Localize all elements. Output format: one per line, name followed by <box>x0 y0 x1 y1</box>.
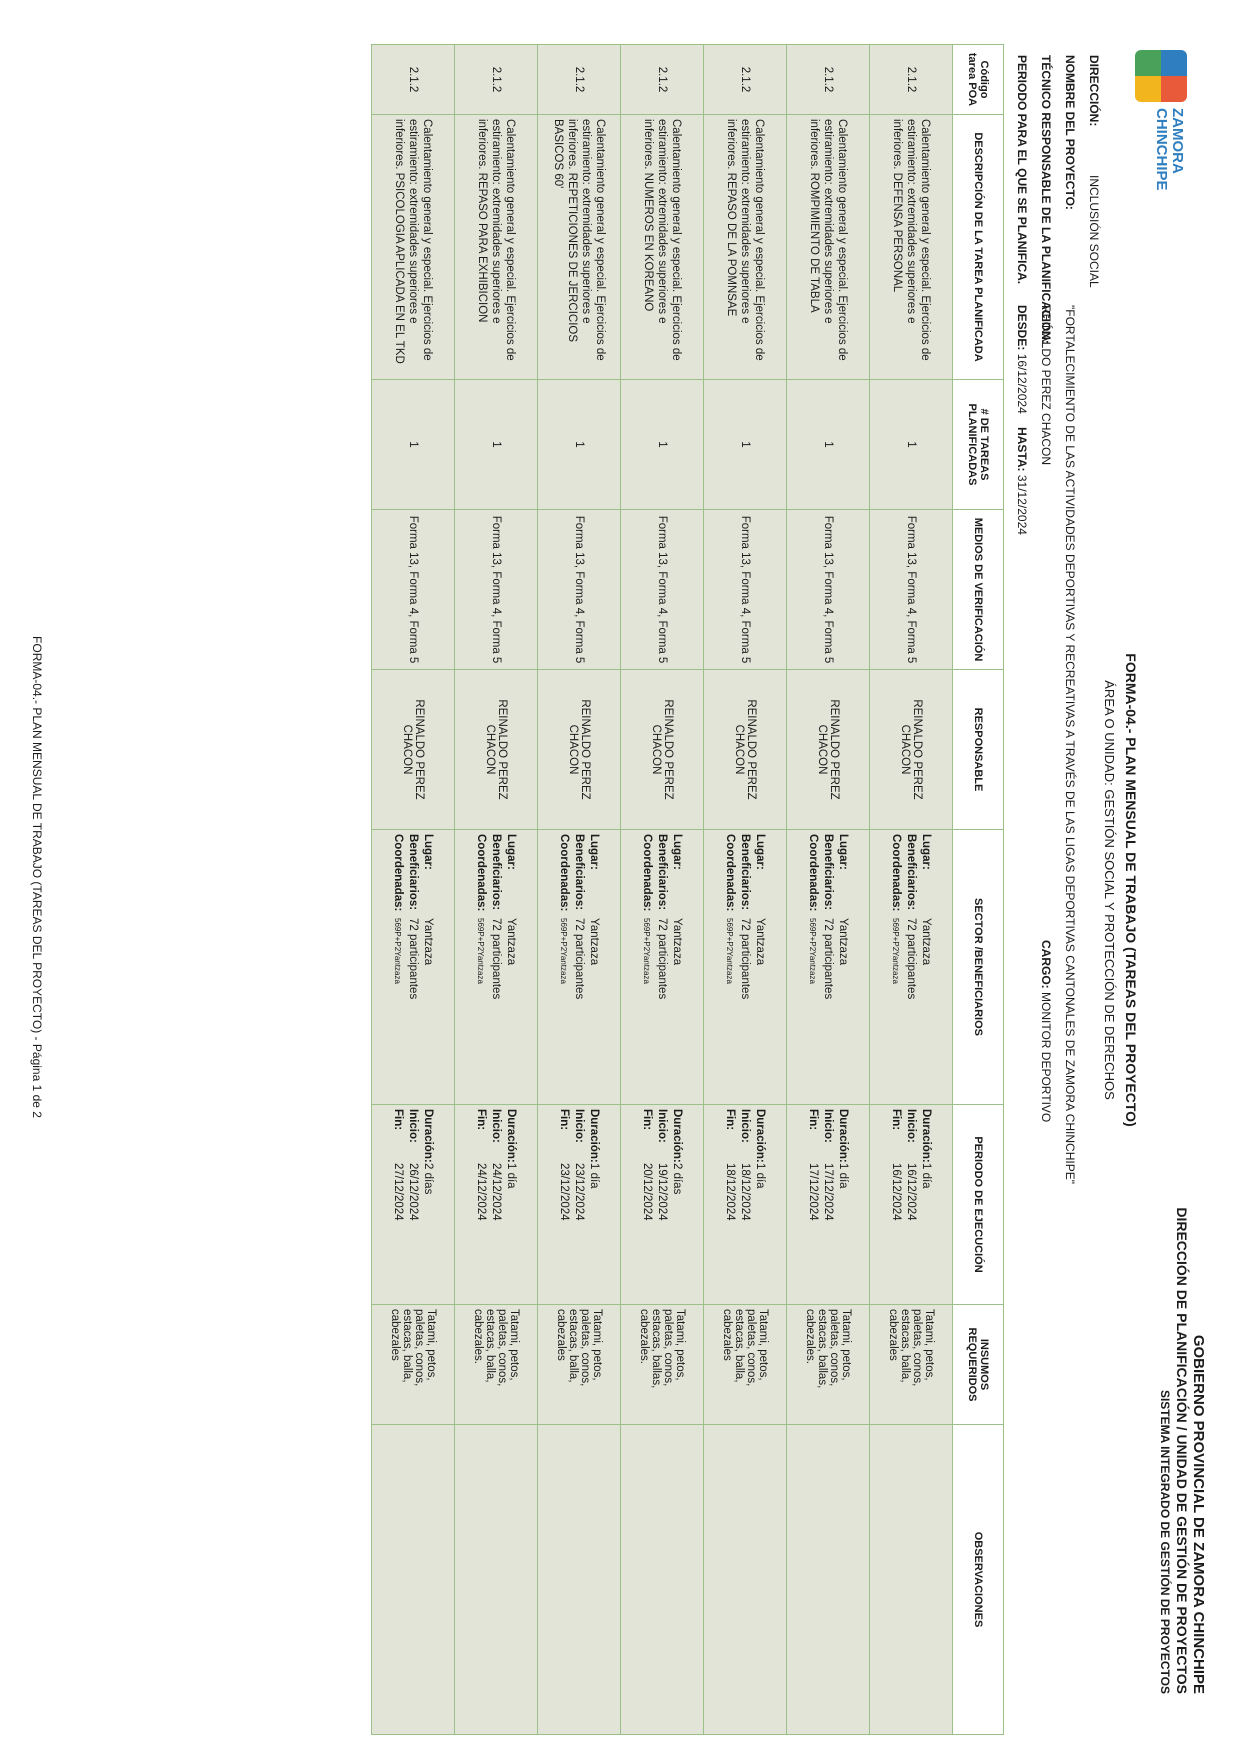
table-row <box>455 45 538 1735</box>
lugar-value: Yantzaza <box>588 918 601 966</box>
inicio-value: 19/12/2024 <box>656 1163 669 1221</box>
proyecto-label: NOMBRE DEL PROYECTO: <box>1063 55 1077 210</box>
inicio-label: Inicio: <box>407 1109 420 1143</box>
area-value: GESTIÓN SOCIAL Y PROTECCIÓN DE DERECHOS <box>1102 789 1117 1100</box>
beneficiarios-label: Beneficiarios: <box>739 834 752 911</box>
cell-code: 2.1.2 <box>704 45 787 115</box>
beneficiarios-label: Beneficiarios: <box>656 834 669 911</box>
cell-periodo <box>621 1105 704 1305</box>
duracion-label: Duración: <box>671 1109 684 1163</box>
proyecto-field <box>1063 55 1077 1184</box>
cell-insumos: Tatami, petos, paletas, conos, estacas, balla, cabezales. <box>455 1305 538 1425</box>
table-row <box>704 45 787 1735</box>
cell-code: 2.1.2 <box>870 45 953 115</box>
direccion-value: INCLUSIÓN SOCIAL <box>1087 175 1101 288</box>
header-code: Código tarea POA <box>953 45 1004 115</box>
duracion-label: Duración: <box>920 1109 933 1163</box>
duracion-value: 1 día <box>754 1163 767 1189</box>
cell-periodo <box>704 1105 787 1305</box>
beneficiarios-value: 72 participantes <box>490 918 503 1000</box>
coordenadas-label: Coordenadas: <box>724 834 737 912</box>
cell-obs <box>870 1425 953 1735</box>
inicio-label: Inicio: <box>739 1109 752 1143</box>
table-row <box>538 45 621 1735</box>
coordenadas-value: 569P+P2Yantzaza <box>559 918 569 984</box>
cell-sector <box>372 830 455 1105</box>
header-resp: RESPONSABLE <box>953 670 1004 830</box>
cell-num: 1 <box>372 380 455 510</box>
cell-resp: REINALDO PEREZ CHACON <box>455 670 538 830</box>
logo-text-line2: CHINCHIPE <box>1153 108 1170 191</box>
fin-label: Fin: <box>807 1109 820 1131</box>
fin-label: Fin: <box>392 1109 405 1131</box>
cell-sector <box>455 830 538 1105</box>
tasks-table <box>371 44 1004 1735</box>
tecnico-value: REINALDO PEREZ CHACON <box>1039 305 1053 466</box>
coordenadas-value: 569P+P2Yantzaza <box>725 918 735 984</box>
duracion-value: 2 días <box>671 1163 684 1195</box>
cell-desc: Calentamiento general y especial. Ejercicios de estiramiento: extremidades superiores e inferiores. NUMEROS EN KOREANO <box>621 115 704 380</box>
table-row <box>787 45 870 1735</box>
beneficiarios-label: Beneficiarios: <box>573 834 586 911</box>
fin-label: Fin: <box>558 1109 571 1131</box>
coordenadas-value: 569P+P2Yantzaza <box>393 918 403 984</box>
cell-num: 1 <box>538 380 621 510</box>
coordenadas-value: 569P+P2Yantzaza <box>808 918 818 984</box>
cell-obs <box>538 1425 621 1735</box>
cell-desc: Calentamiento general y especial. Ejercicios de estiramiento: extremidades superiores e inferiores. DEFENSA PERSONAL <box>870 115 953 380</box>
direccion-field <box>1087 55 1101 288</box>
direccion-label: DIRECCIÓN: <box>1087 55 1101 127</box>
duracion-value: 1 día <box>920 1163 933 1189</box>
cargo-label: CARGO: <box>1039 940 1053 989</box>
inicio-value: 26/12/2024 <box>407 1163 420 1221</box>
beneficiarios-value: 72 participantes <box>407 918 420 1000</box>
inicio-label: Inicio: <box>490 1109 503 1143</box>
inicio-value: 23/12/2024 <box>573 1163 586 1221</box>
cell-num: 1 <box>787 380 870 510</box>
inicio-value: 18/12/2024 <box>739 1163 752 1221</box>
lugar-label: Lugar: <box>671 834 684 870</box>
cargo-field <box>1039 940 1053 1122</box>
beneficiarios-label: Beneficiarios: <box>407 834 420 911</box>
fin-value: 23/12/2024 <box>558 1163 571 1221</box>
cell-insumos: Tatami, petos, paletas, conos, estacas, ballas, cabezales. <box>621 1305 704 1425</box>
cell-periodo <box>455 1105 538 1305</box>
cell-insumos: Tatami, petos, paletas, conos, estacas, balla, cabezales <box>870 1305 953 1425</box>
cell-periodo <box>870 1105 953 1305</box>
cell-insumos: Tatami, petos, paletas, conos, estacas, balla, cabezales <box>538 1305 621 1425</box>
cell-resp: REINALDO PEREZ CHACON <box>538 670 621 830</box>
fin-label: Fin: <box>641 1109 654 1131</box>
periodo-range <box>1015 305 1029 535</box>
area-label: ÁREA O UNIDAD: <box>1102 680 1117 786</box>
fin-label: Fin: <box>724 1109 737 1131</box>
cell-obs <box>704 1425 787 1735</box>
cell-resp: REINALDO PEREZ CHACON <box>704 670 787 830</box>
header-desc: DESCRIPCIÓN DE LA TAREA PLANIFICADA <box>953 115 1004 380</box>
org-line-2: DIRECCIÓN DE PLANIFICACIÓN / UNIDAD DE GESTIÓN DE PROYECTOS <box>1174 1207 1190 1694</box>
proyecto-value: "FORTALECIMIENTO DE LAS ACTIVIDADES DEPORTIVAS Y RECREATIVAS A TRAVÉS DE LAS LIGAS DEPORTIVAS CANTONALES DE ZAMORA CHINCHIPE" <box>1063 305 1077 1184</box>
hasta-value: 31/12/2024 <box>1015 474 1029 535</box>
page-footer: FORMA-04.- PLAN MENSUAL DE TRABAJO (TAREAS DEL PROYECTO) - Página 1 de 2 <box>30 636 44 1118</box>
cell-code: 2.1.2 <box>621 45 704 115</box>
duracion-label: Duración: <box>505 1109 518 1163</box>
cell-resp: REINALDO PEREZ CHACON <box>372 670 455 830</box>
beneficiarios-value: 72 participantes <box>822 918 835 1000</box>
fin-value: 17/12/2024 <box>807 1163 820 1221</box>
fin-value: 24/12/2024 <box>475 1163 488 1221</box>
lugar-value: Yantzaza <box>505 918 518 966</box>
header-insumos: INSUMOS REQUERIDOS <box>953 1305 1004 1425</box>
logo-emblem-icon <box>1135 50 1187 102</box>
duracion-value: 1 día <box>588 1163 601 1189</box>
cargo-value: MONITOR DEPORTIVO <box>1039 992 1053 1123</box>
cell-medios: Forma 13, Forma 4, Forma 5 <box>372 510 455 670</box>
cell-insumos: Tatami, petos, paletas, conos, estacas, ballas, cabezales. <box>787 1305 870 1425</box>
inicio-label: Inicio: <box>656 1109 669 1143</box>
coordenadas-label: Coordenadas: <box>890 834 903 912</box>
area-unidad <box>1102 390 1117 1390</box>
table-row <box>372 45 455 1735</box>
hasta-label: HASTA: <box>1015 427 1029 472</box>
cell-sector <box>787 830 870 1105</box>
duracion-label: Duración: <box>422 1109 435 1163</box>
cell-num: 1 <box>870 380 953 510</box>
header-periodo: PERIODO DE EJECUCIÓN <box>953 1105 1004 1305</box>
header-medios: MEDIOS DE VERIFICACIÓN <box>953 510 1004 670</box>
header-num: # DE TAREAS PLANIFICADAS <box>953 380 1004 510</box>
cell-periodo <box>787 1105 870 1305</box>
beneficiarios-label: Beneficiarios: <box>490 834 503 911</box>
lugar-value: Yantzaza <box>754 918 767 966</box>
cell-num: 1 <box>704 380 787 510</box>
periodo-field <box>1015 55 1029 535</box>
cell-code: 2.1.2 <box>455 45 538 115</box>
duracion-value: 2 días <box>422 1163 435 1195</box>
org-line-1: GOBIERNO PROVINCIAL DE ZAMORA CHINCHIPE <box>1190 1334 1207 1694</box>
lugar-value: Yantzaza <box>920 918 933 966</box>
coordenadas-label: Coordenadas: <box>641 834 654 912</box>
duracion-label: Duración: <box>837 1109 850 1163</box>
cell-num: 1 <box>455 380 538 510</box>
organization-header <box>1156 934 1207 1694</box>
fin-value: 18/12/2024 <box>724 1163 737 1221</box>
cell-periodo <box>538 1105 621 1305</box>
lugar-label: Lugar: <box>588 834 601 870</box>
beneficiarios-value: 72 participantes <box>656 918 669 1000</box>
lugar-label: Lugar: <box>837 834 850 870</box>
coordenadas-value: 569P+P2Yantzaza <box>476 918 486 984</box>
fin-label: Fin: <box>890 1109 903 1131</box>
cell-obs <box>787 1425 870 1735</box>
cell-obs <box>455 1425 538 1735</box>
cell-resp: REINALDO PEREZ CHACON <box>621 670 704 830</box>
tecnico-label: TÉCNICO RESPONSABLE DE LA PLANIFICACIÓN: <box>1039 55 1053 344</box>
cell-resp: REINALDO PEREZ CHACON <box>787 670 870 830</box>
fin-value: 27/12/2024 <box>392 1163 405 1221</box>
desde-value: 16/12/2024 <box>1015 353 1029 414</box>
header-obs: OBSERVACIONES <box>953 1425 1004 1735</box>
org-line-3: SISTEMA INTEGRADO DE GESTIÓN DE PROYECTOS <box>1158 1389 1172 1694</box>
inicio-value: 16/12/2024 <box>905 1163 918 1221</box>
cell-num: 1 <box>621 380 704 510</box>
lugar-label: Lugar: <box>920 834 933 870</box>
cell-desc: Calentamiento general y especial. Ejercicios de estiramiento: extremidades superiores e inferiores. REPASO DE LA POMNSAE <box>704 115 787 380</box>
beneficiarios-label: Beneficiarios: <box>905 834 918 911</box>
cell-desc: Calentamiento general y especial. Ejercicios de estiramiento: extremidades superiores e inferiores. ROMPIMIENTO DE TABLA <box>787 115 870 380</box>
header-sector: SECTOR /BENEFICIARIOS <box>953 830 1004 1105</box>
lugar-label: Lugar: <box>505 834 518 870</box>
logo-text-line1: ZAMORA <box>1169 108 1186 174</box>
beneficiarios-value: 72 participantes <box>573 918 586 1000</box>
table-row <box>621 45 704 1735</box>
cell-medios: Forma 13, Forma 4, Forma 5 <box>870 510 953 670</box>
coordenadas-value: 569P+P2Yantzaza <box>891 918 901 984</box>
cell-sector <box>538 830 621 1105</box>
duracion-label: Duración: <box>754 1109 767 1163</box>
logo <box>1129 50 1189 200</box>
table-header-row <box>953 45 1004 1735</box>
fin-value: 16/12/2024 <box>890 1163 903 1221</box>
form-title: FORMA-04.- PLAN MENSUAL DE TRABAJO (TAREAS DEL PROYECTO) <box>1123 653 1139 1127</box>
tecnico-field <box>1039 55 1053 466</box>
cell-medios: Forma 13, Forma 4, Forma 5 <box>538 510 621 670</box>
inicio-label: Inicio: <box>822 1109 835 1143</box>
fin-label: Fin: <box>475 1109 488 1131</box>
periodo-label: PERIODO PARA EL QUE SE PLANIFICA. <box>1015 55 1029 285</box>
duracion-value: 1 día <box>837 1163 850 1189</box>
cell-insumos: Tatami, petos, paletas, conos, estacas, balla, cabezales <box>372 1305 455 1425</box>
cell-code: 2.1.2 <box>372 45 455 115</box>
lugar-value: Yantzaza <box>671 918 684 966</box>
lugar-label: Lugar: <box>754 834 767 870</box>
cell-insumos: Tatami, petos, paletas, conos, estacas, balla, cabezales <box>704 1305 787 1425</box>
beneficiarios-value: 72 participantes <box>905 918 918 1000</box>
cell-medios: Forma 13, Forma 4, Forma 5 <box>621 510 704 670</box>
cell-desc: Calentamiento general y especial. Ejercicios de estiramiento: extremidades superiores e inferiores. REPETICIONES DE JERCICIOS BASICOS 60' <box>538 115 621 380</box>
cell-obs <box>372 1425 455 1735</box>
cell-resp: REINALDO PEREZ CHACON <box>870 670 953 830</box>
table-row <box>870 45 953 1735</box>
lugar-label: Lugar: <box>422 834 435 870</box>
cell-medios: Forma 13, Forma 4, Forma 5 <box>787 510 870 670</box>
cell-sector <box>621 830 704 1105</box>
inicio-value: 24/12/2024 <box>490 1163 503 1221</box>
duracion-label: Duración: <box>588 1109 601 1163</box>
duracion-value: 1 día <box>505 1163 518 1189</box>
inicio-value: 17/12/2024 <box>822 1163 835 1221</box>
cell-periodo <box>372 1105 455 1305</box>
coordenadas-label: Coordenadas: <box>475 834 488 912</box>
cell-code: 2.1.2 <box>538 45 621 115</box>
cell-sector <box>870 830 953 1105</box>
coordenadas-value: 569P+P2Yantzaza <box>642 918 652 984</box>
beneficiarios-label: Beneficiarios: <box>822 834 835 911</box>
cell-medios: Forma 13, Forma 4, Forma 5 <box>704 510 787 670</box>
inicio-label: Inicio: <box>573 1109 586 1143</box>
coordenadas-label: Coordenadas: <box>807 834 820 912</box>
desde-label: DESDE: <box>1015 305 1029 351</box>
coordenadas-label: Coordenadas: <box>558 834 571 912</box>
fin-value: 20/12/2024 <box>641 1163 654 1221</box>
lugar-value: Yantzaza <box>837 918 850 966</box>
cell-medios: Forma 13, Forma 4, Forma 5 <box>455 510 538 670</box>
cell-desc: Calentamiento general y especial. Ejercicios de estiramiento: extremidades superiores e inferiores. PSICOLOGIA APLICADA EN EL TKD <box>372 115 455 380</box>
cell-obs <box>621 1425 704 1735</box>
beneficiarios-value: 72 participantes <box>739 918 752 1000</box>
lugar-value: Yantzaza <box>422 918 435 966</box>
cell-desc: Calentamiento general y especial. Ejercicios de estiramiento: extremidades superiores e inferiores. REPASO PARA EXHIBICION <box>455 115 538 380</box>
inicio-label: Inicio: <box>905 1109 918 1143</box>
cell-code: 2.1.2 <box>787 45 870 115</box>
coordenadas-label: Coordenadas: <box>392 834 405 912</box>
cell-sector <box>704 830 787 1105</box>
